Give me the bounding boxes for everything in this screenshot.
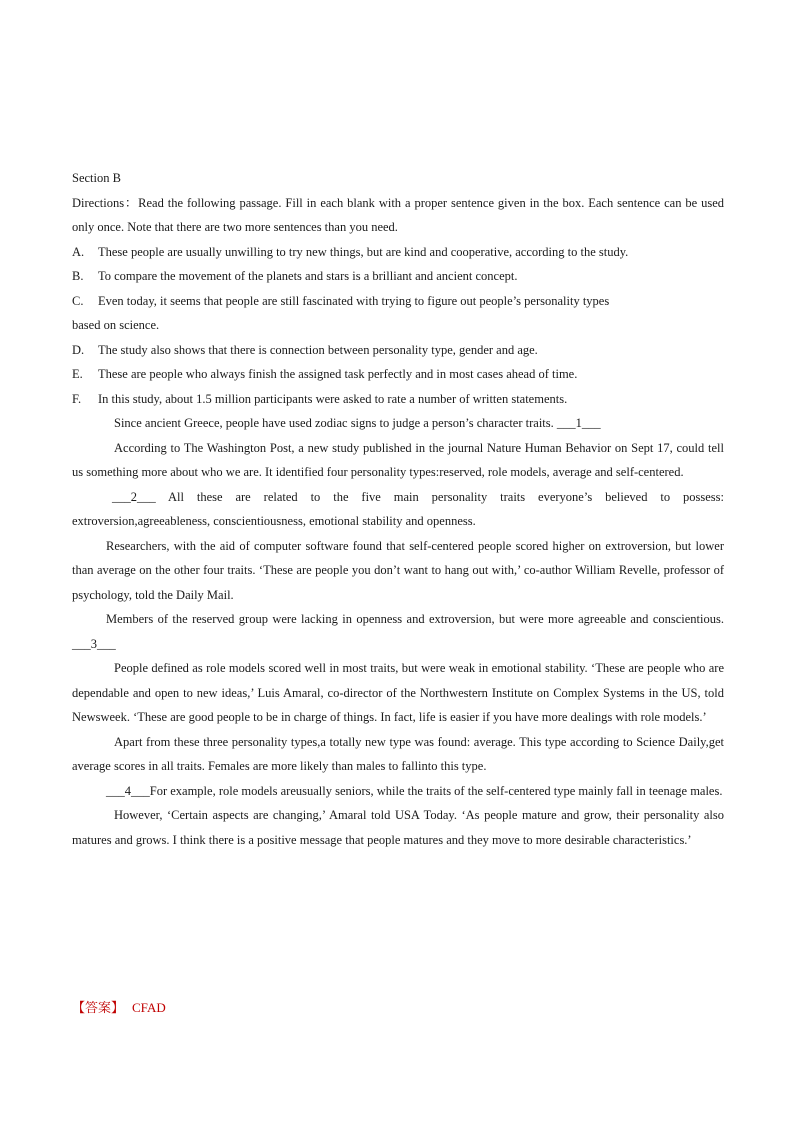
option-text: These people are usually unwilling to try new things, but are kind and cooperative, according to the study.	[98, 244, 629, 259]
option-letter: C.	[72, 293, 84, 308]
option-letter: D.	[72, 342, 85, 357]
answer-value: CFAD	[132, 1000, 166, 1015]
option-c	[72, 289, 724, 314]
passage-paragraph-7: Apart from these three personality types,a totally new type was found: average. This type according to Science Daily,get average scores in all traits. Females are more likely than males to fallinto this type.	[72, 734, 724, 773]
section-title: Section B	[72, 171, 121, 185]
option-text: The study also shows that there is connection between personality type, gender and age.	[98, 342, 538, 357]
passage-paragraph-8: ___4___For example, role models areusually seniors, while the traits of the self-centered type mainly fall in teenage males.	[106, 783, 723, 798]
directions-text: Directions：Read the following passage. Fill in each blank with a proper sentence given in the box. Each sentence can be used only once. Note that there are two more sentences than you need.	[72, 195, 724, 234]
option-c-continuation: based on science.	[72, 318, 160, 332]
option-letter: A.	[72, 244, 85, 259]
option-text: Even today, it seems that people are still fascinated with trying to figure out people’s personality types	[98, 293, 610, 308]
passage-paragraph-1: Since ancient Greece, people have used zodiac signs to judge a person’s character traits. ___1___	[114, 416, 601, 430]
option-letter: F.	[72, 391, 82, 406]
option-text: In this study, about 1.5 million participants were asked to rate a number of written statements.	[98, 391, 568, 406]
option-text: These are people who always finish the assigned task perfectly and in most cases ahead of time.	[98, 367, 578, 381]
passage-paragraph-6: People defined as role models scored well in most traits, but were weak in emotional stability. ‘These are people who are dependable and open to new ideas,’ Luis Amaral, co-director of the Northwestern Institute on Complex Systems in the US, told Newsweek. ‘These are good people to be in charge of things. In fact, life is easier if you have more dealings with role models.’	[72, 661, 724, 724]
option-f	[72, 387, 724, 412]
passage-paragraph-2: According to The Washington Post, a new study published in the journal Nature Human Behavior on Sept 17, could tell us something more about who we are. It identified four personality types:reserved, role models, average and self-centered.	[72, 440, 724, 479]
passage-paragraph-3: ___2___ All these are related to the five main personality traits everyone’s believed to possess: extroversion,agreeableness, conscientiousness, emotional stability and openness.	[72, 489, 724, 528]
option-b	[72, 264, 724, 289]
question-body	[72, 166, 724, 852]
answer-line	[72, 996, 166, 1021]
answer-label: 【答案】	[72, 1001, 125, 1016]
option-letter: B.	[72, 269, 84, 283]
option-e	[72, 362, 724, 387]
option-d	[72, 338, 724, 363]
passage-paragraph-9: However, ‘Certain aspects are changing,’ Amaral told USA Today. ‘As people mature and grow, their personality also matures and grows. I think there is a positive message that people matures and they move to more desirable characteristics.’	[72, 808, 724, 847]
passage-paragraph-4: Researchers, with the aid of computer software found that self-centered people scored higher on extroversion, but lower than average on the other four traits. ‘These are people you don’t want to hang out with,’ co-author William Revelle, professor of psychology, told the Daily Mail.	[72, 538, 724, 602]
option-letter: E.	[72, 367, 83, 381]
option-text: To compare the movement of the planets and stars is a brilliant and ancient concept.	[98, 269, 518, 283]
option-a	[72, 240, 724, 265]
passage-paragraph-5: Members of the reserved group were lacking in openness and extroversion, but were more agreeable and conscientious. ___3___	[72, 612, 724, 651]
